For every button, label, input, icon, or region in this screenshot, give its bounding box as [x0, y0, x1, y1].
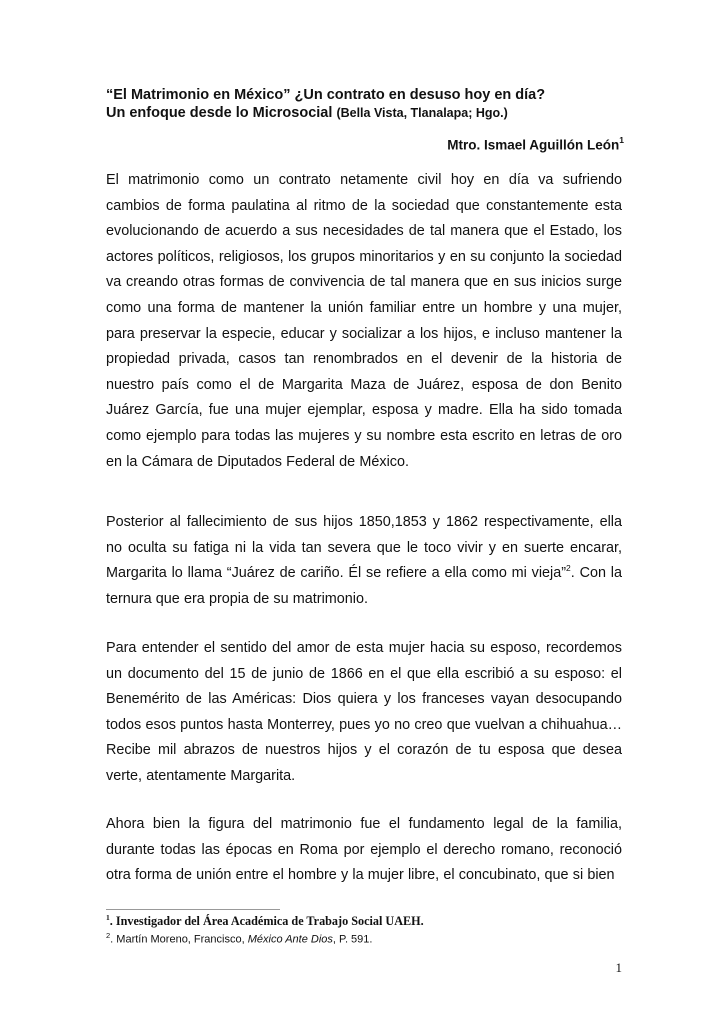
footnote-2-number: 2	[106, 931, 111, 940]
author-line	[447, 136, 624, 153]
paragraph-4: Ahora bien la figura del matrimonio fue el fundamento legal de la familia, durante todas las épocas en Roma por ejemplo el derecho romano, reconoció otra forma de unión entre el hombre y la mujer libre, el concubinato, que si bien	[106, 816, 622, 884]
author-footnote-ref: 1	[619, 135, 624, 145]
footnote-1	[106, 913, 424, 929]
title-location: (Bella Vista, Tlanalapa; Hgo.)	[336, 106, 508, 120]
title-line-1: “El Matrimonio en México” ¿Un contrato en desuso hoy en día?	[106, 87, 546, 103]
footnote-ref-2: 2	[566, 563, 571, 574]
footnote-2-text: . Martín Moreno, Francisco,	[110, 933, 248, 946]
paragraph-1: El matrimonio como un contrato netamente civil hoy en día va sufriendo cambios de forma paulatina al ritmo de la sociedad que constantemente esta evolucionando de acuerdo a sus necesidades de tal manera que el Estado, los actores políticos, religiosos, los grupos minoritarios y en su conjunto la sociedad va creando otras formas de convivencia de tal manera que en sus inicios surge como una forma de mantener la unión familiar entre un hombre y una mujer, para preservar la especie, educar y socializar a los hijos, e incluso mantener la propiedad privada, casos tan renombrados en el devenir de la historia de nuestro país como el de Margarita Maza de Juárez, esposa de don Benito Juárez García, fue una mujer ejemplar, esposa y madre. Ella ha sido tomada como ejemplo para todas las mujeres y su nombre esta escrito en letras de oro en la Cámara de Diputados Federal de México.	[106, 172, 622, 470]
paragraph-2-text: Posterior al fallecimiento de sus hijos 1850,1853 y 1862 respectivamente, ella no oculta su fatiga ni la vida tan severa que le toco vivir y en suerte encarar, Margarita lo llama “Juárez de cariño. Él se refiere a ella como mi vieja”	[106, 514, 622, 582]
page-number: 1	[615, 960, 622, 975]
paragraph-2-text-end: . Con la ternura que era propia de su matrimonio.	[106, 565, 622, 607]
document-title	[106, 86, 646, 122]
footnote-2	[106, 931, 372, 946]
author-name: Mtro. Ismael Aguillón León	[447, 137, 620, 153]
paragraph-2	[106, 510, 622, 612]
footnote-1-number: 1	[106, 913, 110, 922]
footnote-1-text: . Investigador del Área Académica de Trabajo Social UAEH.	[109, 914, 424, 929]
footnote-2-book-title: México Ante Dios	[247, 933, 333, 946]
title-subtitle: Un enfoque desde lo Microsocial	[106, 105, 337, 121]
title-line-2	[106, 104, 646, 122]
paragraph-3: Para entender el sentido del amor de esta mujer hacia su esposo, recordemos un documento del 15 de junio de 1866 en el que ella escribió a su esposo: el Benemérito de las Américas: Dios quiera y los franceses vayan desocupando todos esos puntos hasta Monterrey, pues yo no creo que vuelvan a chihuahua… Recibe mil abrazos de nuestros hijos y el corazón de tu esposa que desea verte, atentamente Margarita.	[106, 640, 622, 784]
footnote-divider	[106, 909, 280, 910]
footnote-2-page: , P. 591.	[332, 933, 373, 946]
